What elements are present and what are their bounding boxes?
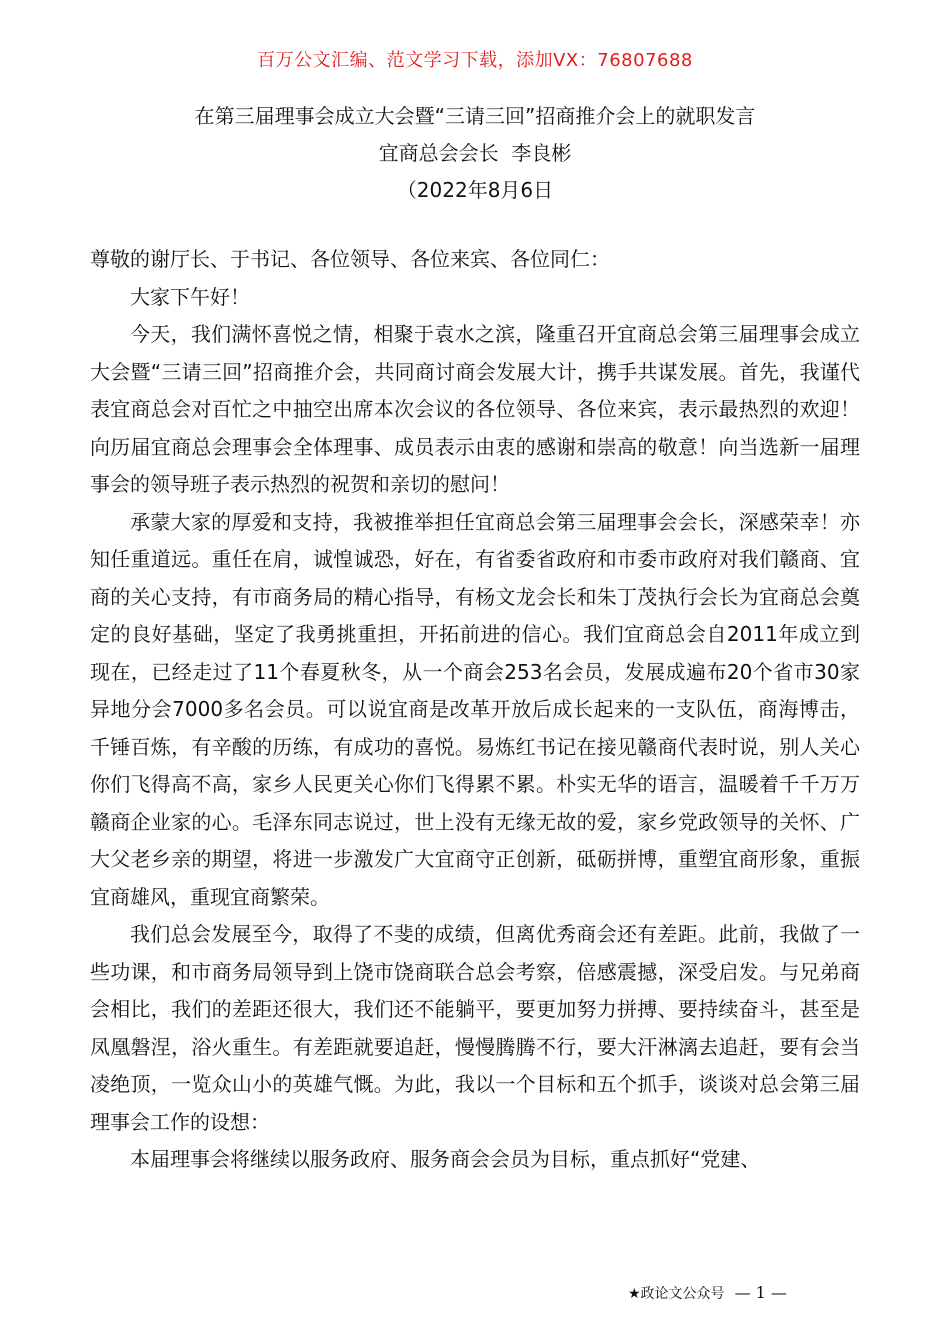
paragraph-greeting: 大家下午好！: [130, 284, 250, 309]
salutation: 尊敬的谢厅长、于书记、各位领导、各位来宾、各位同仁：: [90, 247, 610, 271]
promo-banner: 百万公文汇编、范文学习下载，添加VX：76807688: [257, 50, 693, 71]
footer-source: ★政论文公众号: [628, 1286, 725, 1302]
page-footer: [628, 1283, 787, 1303]
speech-body: [90, 241, 860, 1179]
speech-date: （2022年8月6日: [396, 178, 554, 202]
document-heading: [0, 98, 950, 209]
paragraph-appointment: 承蒙大家的厚爱和支持，我被推举担任宜商总会第三届理事会会长，深感荣幸！亦知任重道远。重任在肩，诚惶诚恐，好在，有省委省政府和市委市政府对我们赣商、宜商的关心支持，有市商务局的精心指导，有杨文龙会长和朱丁茂执行会长为宜商总会奠定的良好基础，坚定了我勇挑重担，开拓前进的信心。我们宜商总会自2011年成立到现在，已经走过了11个春夏秋冬，从一个商会253名会员，发展成遍布20个省市30家异地分会7000多名会员。可以说宜商是改革开放后成长起来的一支队伍，商海博击，千锤百炼，有辛酸的历练，有成功的喜悦。易炼红书记在接见赣商代表时说，别人关心你们飞得高不高，家乡人民更关心你们飞得累不累。朴实无华的语言，温暖着千千万万赣商企业家的心。毛泽东同志说过，世上没有无缘无故的爱，家乡党政领导的关怀、广大父老乡亲的期望，将进一步激发广大宜商守正创新，砥砺拼博，重塑宜商形象，重振宜商雄风，重现宜商繁荣。: [90, 509, 860, 909]
speaker-byline: 宜商总会会长 李良彬: [378, 141, 572, 165]
page-number: — 1 —: [734, 1283, 787, 1302]
paragraph-gap: 我们总会发展至今，取得了不斐的成绩，但离优秀商会还有差距。此前，我做了一些功课，和市商务局领导到上饶市饶商联合总会考察，倍感震撼，深受启发。与兄弟商会相比，我们的差距还很大，我们还不能躺平，要更加努力拼搏、要持续奋斗，甚至是凤凰磐涅，浴火重生。有差距就要追赶，慢慢腾腾不行，要大汗淋漓去追赶，要有会当凌绝顶，一览众山小的英雄气慨。为此，我以一个目标和五个抓手，谈谈对总会第三届理事会工作的设想：: [90, 922, 860, 1134]
paragraph-goals: 本届理事会将继续以服务政府、服务商会会员为目标，重点抓好“党建、: [130, 1147, 761, 1171]
paragraph-welcome: 今天，我们满怀喜悦之情，相聚于袁水之滨，隆重召开宜商总会第三届理事会成立大会暨“三请三回”招商推介会，共同商讨商会发展大计，携手共谋发展。首先，我谨代表宜商总会对百忙之中抽空出席本次会议的各位领导、各位来宾，表示最热烈的欢迎！向历届宜商总会理事会全体理事、成员表示由衷的感谢和崇高的敬意！向当选新一届理事会的领导班子表示热烈的祝贺和亲切的慰问！: [90, 322, 860, 496]
speech-title: 在第三届理事会成立大会暨“三请三回”招商推介会上的就职发言: [194, 104, 756, 128]
